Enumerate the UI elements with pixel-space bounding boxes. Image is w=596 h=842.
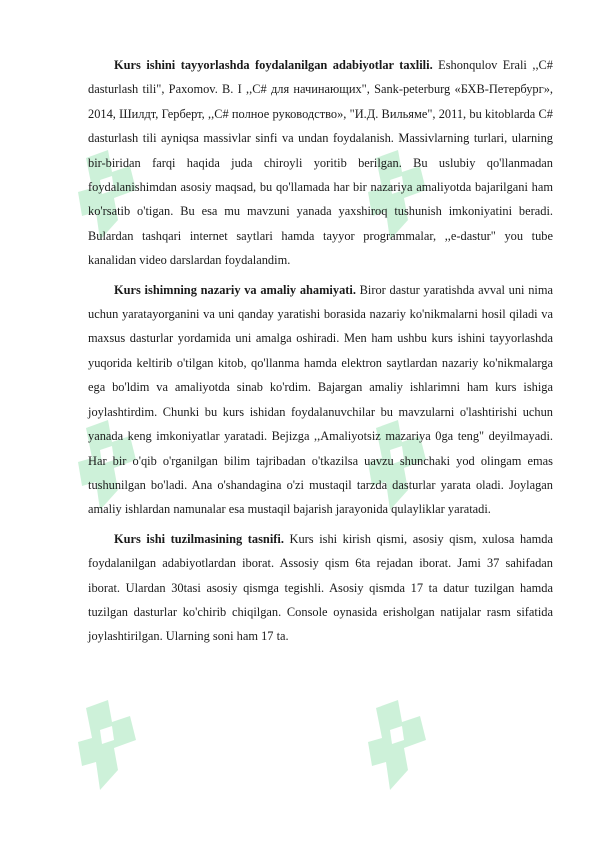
paragraph-significance: [88, 278, 553, 522]
document-body: [88, 53, 553, 654]
paragraph-text: Eshonqulov Erali ,,C# dasturlash tili", Paxomov. B. I ,,C# для начинающих", Sank-peterburg «БХВ-Петербург», 2014, Шилдт, Герберт, ,,C# полное руководство», "И.Д. Вильяме", 2011, bu kitoblarda C# dasturlash tili ayniqsa massivlar sinfi va undan foydalanish. Massivlarning turlari, ularning bir-biridan farqi haqida juda chiroyli yoritib berilgan. Bu uslubiy qo'llanmadan foydalanishimdan asosiy maqsad, bu qo'llamada har bir nazariya amaliyotda bajarilgani ham ko'rsatib o'tigan. Bu esa mu mavzuni yanada yaxshiroq tushunish imkoniyatini beradi. Bulardan tashqari internet saytlari hamda tayyor programmalar, ,,e-dastur" you tube kanalidan video darslardan foydalandim.: [88, 58, 553, 268]
paragraph-text: Kurs ishi kirish qismi, asosiy qism, xulosa hamda foydalanilgan adabiyotlardan iborat. Assosiy qism 6ta rejadan iborat. Jami 37 sahifadan iborat. Ulardan 30tasi asosiy qismga tegishli. Asosiy qismda 17 ta datur tuzilgan hamda tuzilgan dasturlar ko'chirib chiqilgan. Console oynasida erisholgan natijalar rasm sifatida joylashtirilgan. Ularning soni ham 17 ta.: [88, 531, 553, 644]
paragraph-heading: Kurs ishini tayyorlashda foydalanilgan adabiyotlar taxlili.: [114, 58, 433, 72]
watermark-logo-icon: [368, 700, 428, 790]
paragraph-heading: Kurs ishimning nazariy va amaliy ahamiyati.: [114, 282, 356, 297]
paragraph-text: Biror dastur yaratishda avval uni nima uchun yaratayorganini va uni qanday yaratishi borasida nazariy ko'nikmalarni hosil qiladi va maxsus dasturlar yordamida uni amalga oshiradi. Men ham ushbu kurs ishini tayyorlashda yuqorida keltirib o'tilgan kitob, qo'llanma hamda elektron saytlardan nazariy ko'nikmalarga ega bo'ldim va amaliyotda sinab ko'rdim. Bajargan amaliy ishlarimni ham kurs ishiga joylashtirdim. Chunki bu kurs ishidan foydalanuvchilar bu mavzularni o'lashtirishi uchun yanada keng imkoniyatlar yaratadi. Bejizga ,,Amaliyotsiz mazariya 0ga teng" deyilmayadi. Har bir o'qib o'rganilgan bilim tajribadan o'tkazilsa uavzu shunchaki yod olingam emas tushunilgan bo'ladi. Ana o'shandagina o'zi mustaqil tarzda dasturlar yarata oladi. Joylagan amaliy ishlardan namunalar esa mustaqil bajarish jarayonida qulayliklar yaratadi.: [88, 282, 553, 517]
paragraph-structure: [88, 527, 553, 649]
watermark-logo-icon: [78, 700, 138, 790]
paragraph-literature-analysis: [88, 53, 553, 273]
paragraph-heading: Kurs ishi tuzilmasining tasnifi.: [114, 531, 284, 546]
